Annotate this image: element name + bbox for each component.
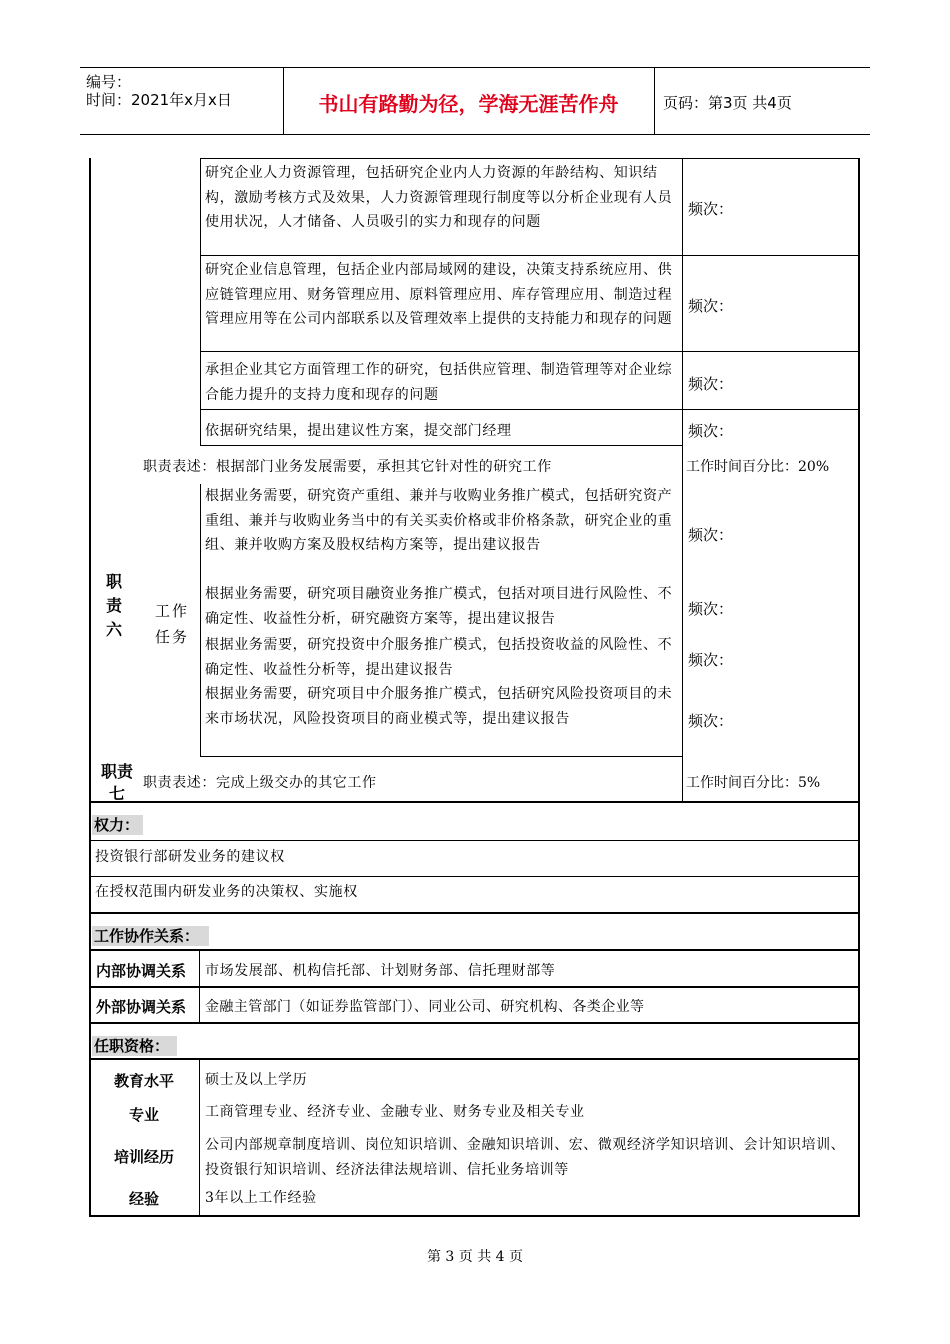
doc-number-label: 编号： <box>86 73 132 91</box>
relations-title: 工作协作关系： <box>94 927 200 945</box>
authority-item: 投资银行部研发业务的建议权 <box>95 849 285 865</box>
rule <box>200 255 859 256</box>
duty6-description: 职责表述：根据部门业务发展需要，承担其它针对性的研究工作 <box>143 459 552 475</box>
external-relations-value: 金融主管部门（如证券监管部门）、同业公司、研究机构、各类企业等 <box>205 999 645 1015</box>
rule <box>200 158 201 445</box>
duty6-time-percent: 工作时间百分比：20% <box>686 459 830 475</box>
qualification-label: 专业 <box>128 1106 159 1124</box>
header-motto: 书山有路勤为径，学海无涯苦作舟 <box>318 92 619 116</box>
frequency-label: 频次： <box>688 422 734 440</box>
frequency-label: 频次： <box>688 651 734 669</box>
duty6-label: 职责六 <box>105 572 122 639</box>
task-cell: 研究企业人力资源管理，包括研究企业内人力资源的年龄结构、知识结构，激励考核方式及效果，人力资源管理现行制度等以分析企业现有人员使用状况，人才储备、人员吸引的实力和现存的问题 <box>205 165 673 230</box>
footer-page-number: 第 3 页 共 4 页 <box>426 1249 524 1265</box>
qualification-value: 硕士及以上学历 <box>205 1072 308 1088</box>
authority-item: 在授权范围内研发业务的决策权、实施权 <box>95 884 358 900</box>
header-bottom-rule <box>80 134 870 135</box>
frequency-label: 频次： <box>688 600 734 618</box>
frequency-label: 频次： <box>688 526 734 544</box>
qualifications-title: 任职资格： <box>94 1037 170 1055</box>
rule <box>200 484 201 756</box>
task-cell: 依据研究结果，提出建议性方案，提交部门经理 <box>205 423 512 439</box>
rule <box>89 801 860 803</box>
date-label: 时间：2021年x月x日 <box>86 91 232 109</box>
table-bottom-border <box>89 1215 860 1217</box>
rule <box>200 756 682 757</box>
task-cell: 根据业务需要，研究投资中介服务推广模式，包括投资收益的风险性、不确定性、收益性分析等，提出建议报告 <box>205 637 673 678</box>
duty7-label: 职责七 <box>100 762 133 803</box>
task-cell: 根据业务需要，研究资产重组、兼并与收购业务推广模式，包括研究资产重组、兼并与收购业务当中的有关买卖价格或非价格条款，研究企业的重组、兼并收购方案及股权结构方案等，提出建议报告 <box>205 488 673 553</box>
frequency-label: 频次： <box>688 297 734 315</box>
internal-relations-value: 市场发展部、机构信托部、计划财务部、信托理财部等 <box>205 963 556 979</box>
rule <box>89 986 860 988</box>
header-divider-right <box>654 67 655 134</box>
duty6-tasks-label: 工作任务 <box>155 602 190 646</box>
task-cell: 根据业务需要，研究项目融资业务推广模式，包括对项目进行风险性、不确定性、收益性分析，研究融资方案等，提出建议报告 <box>205 586 673 627</box>
qualification-value: 公司内部规章制度培训、岗位知识培训、金融知识培训、宏、微观经济学知识培训、会计知识培训、投资银行知识培训、经济法律法规培训、信托业务培训等 <box>205 1137 846 1178</box>
rule <box>200 351 859 352</box>
external-relations-label: 外部协调关系 <box>96 998 187 1016</box>
qualification-label: 教育水平 <box>113 1072 174 1090</box>
rule <box>200 409 859 410</box>
rule <box>89 876 860 877</box>
rule <box>200 158 859 159</box>
qualification-label: 经验 <box>128 1190 159 1208</box>
task-cell: 承担企业其它方面管理工作的研究，包括供应管理、制造管理等对企业综合能力提升的支持力度和现存的问题 <box>205 362 673 403</box>
page-indicator: 页码：第3页 共4页 <box>663 94 792 112</box>
duty7-time-percent: 工作时间百分比：5% <box>686 775 821 791</box>
rule <box>89 840 860 841</box>
duty7-description: 职责表述：完成上级交办的其它工作 <box>143 775 377 791</box>
rule <box>200 445 682 446</box>
rule <box>199 1058 200 1215</box>
header-top-rule <box>80 67 870 68</box>
rule <box>89 1022 860 1024</box>
qualification-value: 3年以上工作经验 <box>205 1190 317 1206</box>
frequency-label: 频次： <box>688 375 734 393</box>
frequency-label: 频次： <box>688 200 734 218</box>
rule <box>89 912 860 914</box>
frequency-label: 频次： <box>688 712 734 730</box>
qualification-label: 培训经历 <box>113 1148 174 1166</box>
task-cell: 研究企业信息管理，包括企业内部局域网的建设，决策支持系统应用、供应链管理应用、财务管理应用、原料管理应用、库存管理应用、制造过程管理应用等在公司内部联系以及管理效率上提供的支持能力和现存的问题 <box>205 262 673 327</box>
qualification-value: 工商管理专业、经济专业、金融专业、财务专业及相关专业 <box>205 1104 585 1120</box>
rule <box>89 949 860 951</box>
internal-relations-label: 内部协调关系 <box>96 962 187 980</box>
rule <box>89 1058 860 1060</box>
authority-title: 权力： <box>94 816 140 834</box>
task-cell: 根据业务需要，研究项目中介服务推广模式，包括研究风险投资项目的未来市场状况，风险投资项目的商业模式等，提出建议报告 <box>205 686 673 727</box>
